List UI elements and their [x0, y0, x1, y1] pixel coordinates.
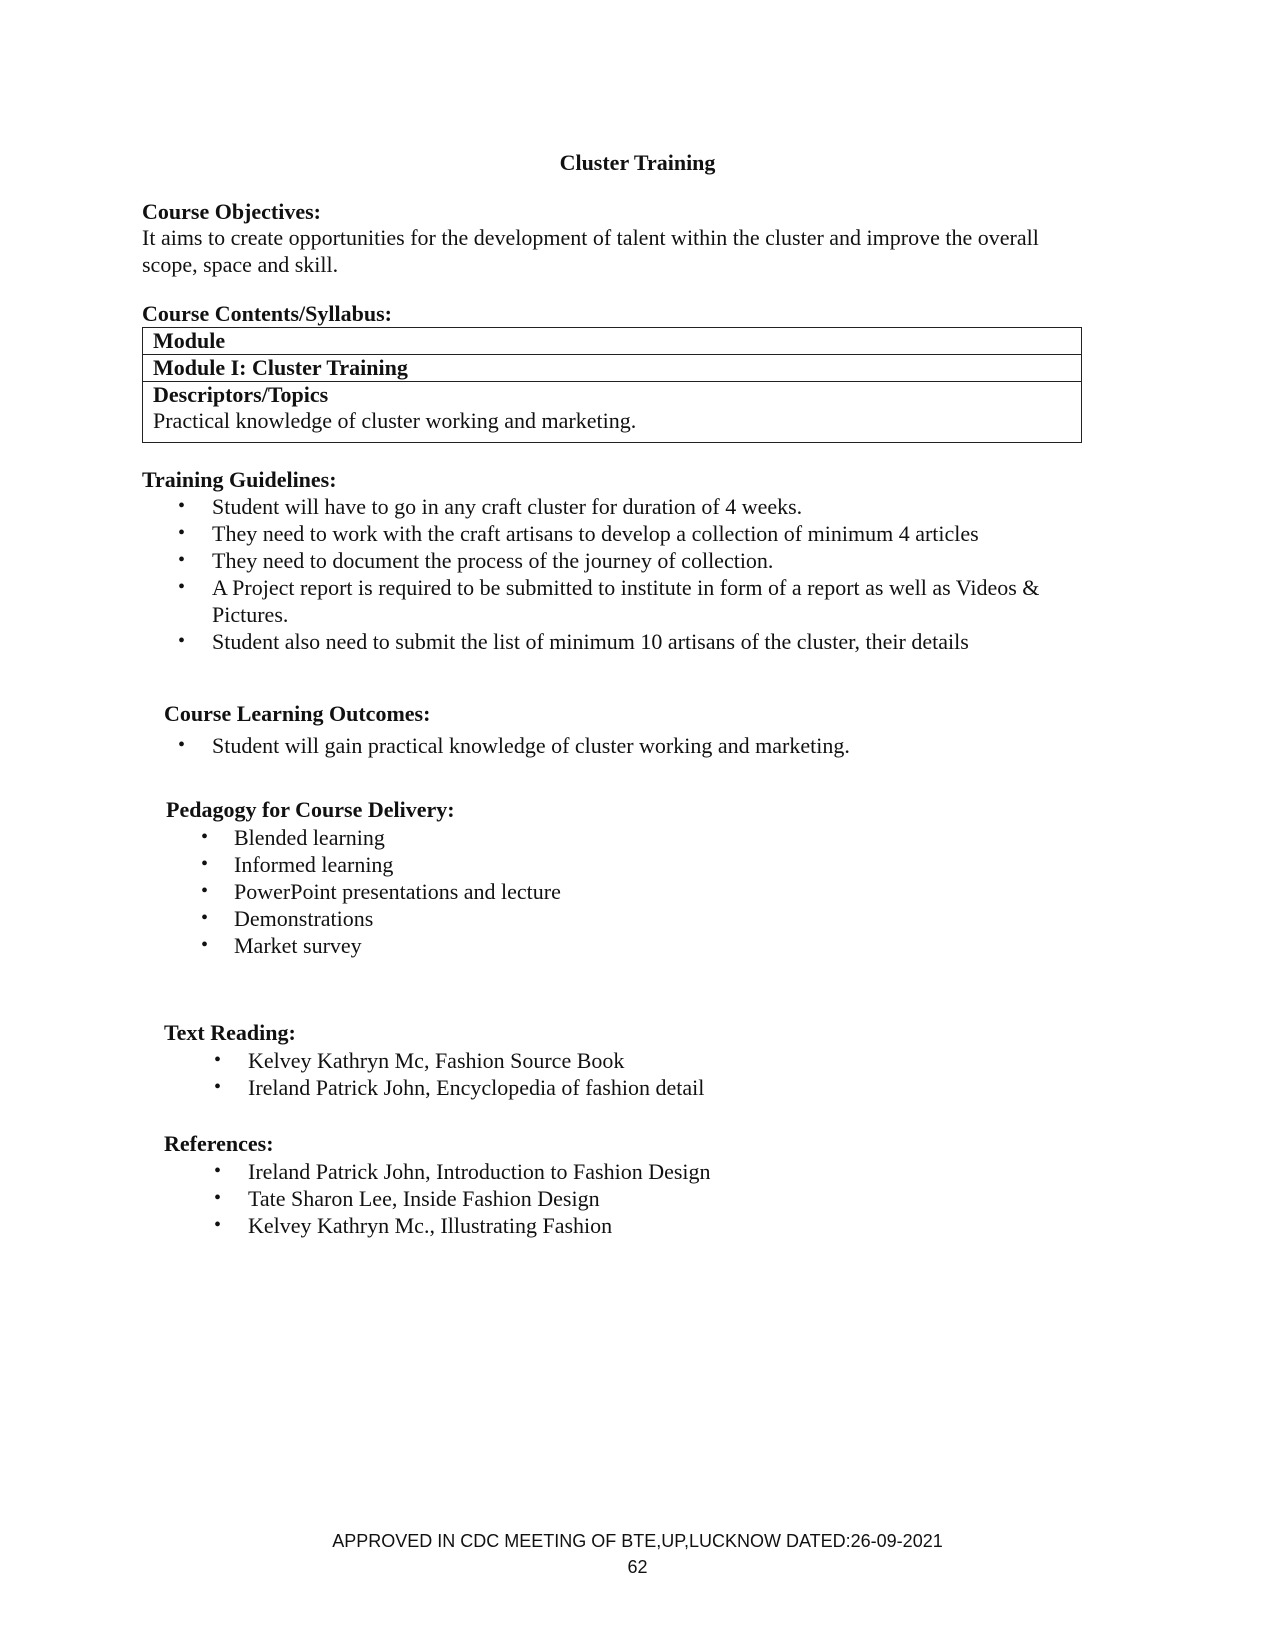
text-reading-list — [0, 1047, 1275, 1101]
bullet-icon: • — [214, 1049, 222, 1071]
bullet-icon: • — [178, 522, 186, 544]
bullet-icon: • — [178, 495, 186, 517]
syllabus-cell: Module I: Cluster Training — [143, 355, 1082, 382]
list-item — [0, 493, 1275, 520]
list-item-text: Student will gain practical knowledge of cluster working and marketing. — [212, 733, 850, 758]
list-item — [0, 1185, 1275, 1212]
bullet-icon: • — [178, 549, 186, 571]
outcomes-heading: Course Learning Outcomes: — [164, 701, 431, 726]
list-item-text: Demonstrations — [234, 906, 374, 931]
list-item-text: Ireland Patrick John, Introduction to Fashion Design — [248, 1159, 711, 1184]
bullet-icon: • — [178, 734, 186, 756]
syllabus-row-module — [143, 328, 1082, 355]
references-list — [0, 1158, 1275, 1239]
list-item — [0, 1158, 1275, 1185]
list-item — [0, 878, 1275, 905]
list-item-text: Informed learning — [234, 852, 394, 877]
list-item — [0, 628, 1275, 655]
descriptors-text: Practical knowledge of cluster working and marketing. — [153, 408, 637, 433]
page-title: Cluster Training — [559, 150, 716, 175]
list-item — [0, 905, 1275, 932]
bullet-icon: • — [178, 630, 186, 652]
syllabus-cell: Module — [143, 328, 1082, 355]
list-item-text: Kelvey Kathryn Mc, Fashion Source Book — [248, 1048, 625, 1073]
outcomes-list — [0, 732, 1275, 759]
syllabus-table — [142, 327, 1082, 443]
guidelines-heading: Training Guidelines: — [142, 467, 337, 492]
list-item — [0, 824, 1275, 851]
guidelines-list — [0, 493, 1275, 655]
list-item — [0, 732, 1275, 759]
list-item-text: A Project report is required to be submitted to institute in form of a report as well as Videos & Pictures. — [212, 575, 1040, 627]
pedagogy-heading: Pedagogy for Course Delivery: — [166, 797, 455, 822]
list-item — [0, 520, 1275, 547]
objectives-heading: Course Objectives: — [142, 199, 322, 224]
list-item-text: PowerPoint presentations and lecture — [234, 879, 561, 904]
list-item — [0, 1212, 1275, 1239]
syllabus-row-module-i — [143, 355, 1082, 382]
list-item-text: Market survey — [234, 933, 362, 958]
bullet-icon: • — [201, 826, 209, 848]
pedagogy-list — [0, 824, 1275, 959]
list-item-text: They need to document the process of the journey of collection. — [212, 548, 774, 573]
approval-footer: APPROVED IN CDC MEETING OF BTE,UP,LUCKNOW DATED:26-09-2021 — [332, 1531, 943, 1551]
descriptors-label: Descriptors/Topics — [153, 382, 329, 407]
list-item-text: Kelvey Kathryn Mc., Illustrating Fashion — [248, 1213, 613, 1238]
list-item-text: Tate Sharon Lee, Inside Fashion Design — [248, 1186, 600, 1211]
list-item — [0, 1074, 1275, 1101]
list-item — [0, 1047, 1275, 1074]
syllabus-heading: Course Contents/Syllabus: — [142, 301, 392, 326]
references-heading: References: — [164, 1131, 274, 1156]
text-reading-heading: Text Reading: — [164, 1020, 296, 1045]
bullet-icon: • — [201, 880, 209, 902]
list-item-text: Student will have to go in any craft cluster for duration of 4 weeks. — [212, 494, 803, 519]
list-item-text: Ireland Patrick John, Encyclopedia of fashion detail — [248, 1075, 705, 1100]
list-item-text: Student also need to submit the list of minimum 10 artisans of the cluster, their details — [212, 629, 969, 654]
bullet-icon: • — [214, 1076, 222, 1098]
bullet-icon: • — [214, 1214, 222, 1236]
bullet-icon: • — [214, 1160, 222, 1182]
objectives-text: It aims to create opportunities for the development of talent within the cluster and improve the overall scope, space and skill. — [142, 225, 1039, 277]
syllabus-row-descriptors — [143, 382, 1082, 443]
bullet-icon: • — [201, 853, 209, 875]
list-item-text: Blended learning — [234, 825, 385, 850]
bullet-icon: • — [201, 907, 209, 929]
list-item-text: They need to work with the craft artisans to develop a collection of minimum 4 articles — [212, 521, 979, 546]
bullet-icon: • — [201, 934, 209, 956]
bullet-icon: • — [214, 1187, 222, 1209]
page-number: 62 — [627, 1557, 648, 1577]
list-item — [0, 851, 1275, 878]
list-item — [0, 932, 1275, 959]
list-item — [0, 574, 1092, 628]
bullet-icon: • — [178, 576, 186, 598]
list-item — [0, 547, 1275, 574]
syllabus-cell-descriptors — [143, 382, 1082, 443]
